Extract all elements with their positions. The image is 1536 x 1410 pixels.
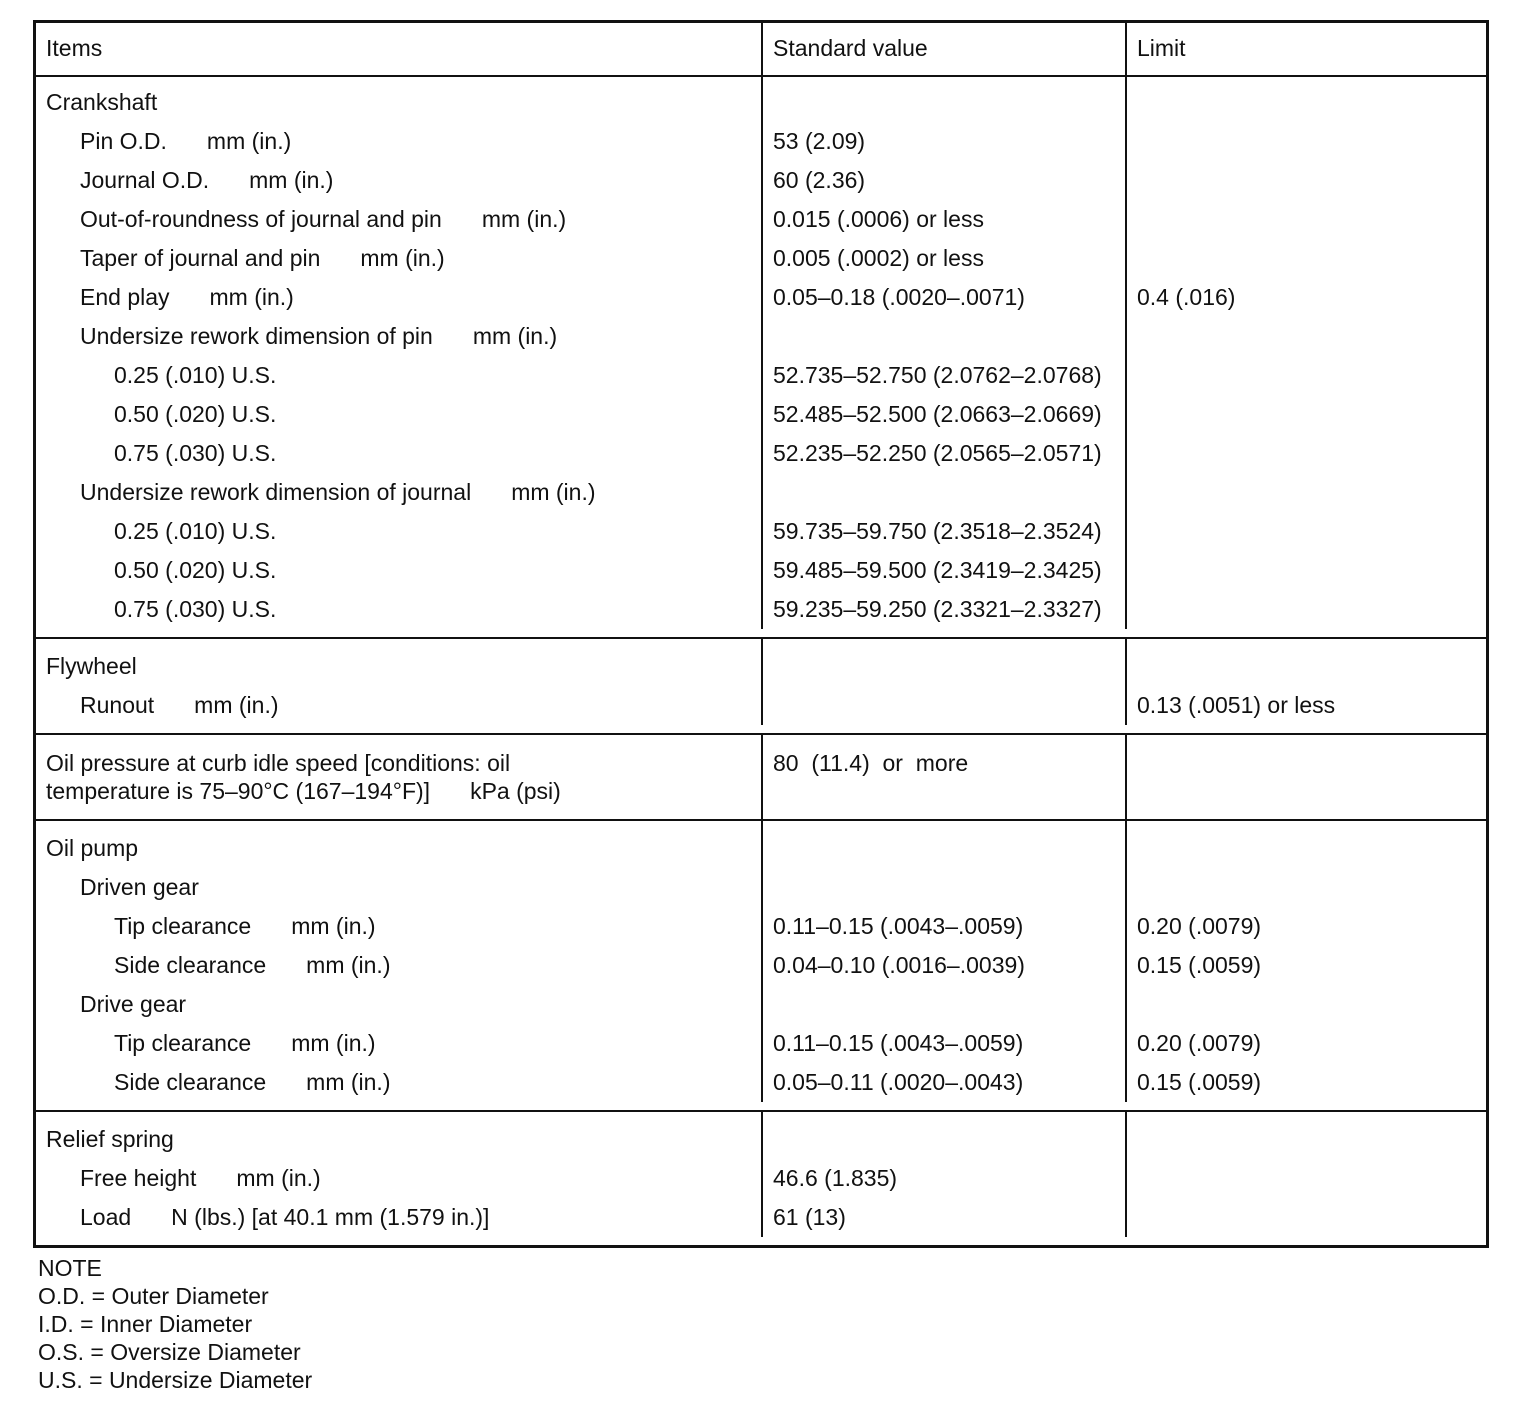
oil-pump-title: Oil pump [46,835,139,861]
undersize-journal-row: 0.50 (.020) U.S. [114,557,277,583]
crankshaft-items [36,77,763,629]
drive-side-standard: 0.05–0.11 (.0020–.0043) [773,1069,1024,1095]
table-row [46,1159,761,1198]
relief-spring-group [36,1112,1486,1245]
oil-pump-group [36,821,1486,1112]
undersize-journal-row: 0.75 (.030) U.S. [114,596,277,622]
note-line: U.S. = Undersize Diameter [38,1367,313,1393]
journal-od-standard: 60 (2.36) [773,167,866,193]
drive-side-label: Side clearance [114,1069,267,1095]
runout-limit: 0.13 (.0051) or less [1137,692,1336,718]
table-row [46,777,761,805]
unit-label: mm (in.) [481,206,567,232]
driven-tip-limit: 0.20 (.0079) [1137,913,1262,939]
pin-od-standard: 53 (2.09) [773,128,866,154]
journal-od-label: Journal O.D. [80,167,210,193]
note-line: O.D. = Outer Diameter [38,1283,269,1309]
drive-gear-title: Drive gear [80,991,187,1017]
driven-side-label: Side clearance [114,952,267,978]
note-title: NOTE [38,1255,102,1281]
table-row [46,1198,761,1237]
crankshaft-limit [1127,77,1486,629]
undersize-journal-standard: 59.735–59.750 (2.3518–2.3524) [773,518,1102,544]
free-height-standard: 46.6 (1.835) [773,1165,898,1191]
table-row [46,473,761,512]
undersize-pin-label: Undersize rework dimension of pin [80,323,433,349]
header-items: Items [36,23,763,75]
unit-label: mm (in.) [360,245,445,271]
table-row [46,278,761,317]
load-standard: 61 (13) [773,1204,846,1230]
driven-tip-standard: 0.11–0.15 (.0043–.0059) [773,913,1024,939]
free-height-label: Free height [80,1165,197,1191]
undersize-journal-standard: 59.485–59.500 (2.3419–2.3425) [773,557,1102,583]
table-row [46,907,761,946]
out-of-roundness-standard: 0.015 (.0006) or less [773,206,984,232]
undersize-journal-label: Undersize rework dimension of journal [80,479,472,505]
table-row [46,239,761,278]
header-standard-value: Standard value [763,23,1127,75]
out-of-roundness-label: Out-of-roundness of journal and pin [80,206,442,232]
driven-side-standard: 0.04–0.10 (.0016–.0039) [773,952,1025,978]
table-row [46,317,761,356]
runout-label: Runout [80,692,155,718]
taper-label: Taper of journal and pin [80,245,321,271]
oil-pump-items [36,821,763,1102]
oil-pressure-items [36,735,763,819]
taper-standard: 0.005 (.0002) or less [773,245,984,271]
flywheel-group [36,639,1486,735]
oil-pump-limit [1127,821,1486,1102]
note-line: I.D. = Inner Diameter [38,1311,253,1337]
table-row [46,1063,761,1102]
load-label: Load [80,1204,132,1230]
relief-spring-title: Relief spring [46,1126,174,1152]
table-row [46,161,761,200]
table-row [46,122,761,161]
unit-label: kPa (psi) [470,778,561,804]
relief-spring-limit [1127,1112,1486,1237]
table-header-row [36,23,1486,77]
end-play-limit: 0.4 (.016) [1137,284,1236,310]
oil-pressure-group [36,735,1486,821]
table-row [46,200,761,239]
relief-spring-standard [763,1112,1127,1237]
unit-label: N (lbs.) [at 40.1 mm (1.579 in.)] [171,1204,490,1230]
oil-pressure-label-line1: Oil pressure at curb idle speed [conditions: oil [46,750,511,776]
undersize-journal-standard: 59.235–59.250 (2.3321–2.3327) [773,596,1102,622]
pin-od-label: Pin O.D. [80,128,167,154]
drive-tip-standard: 0.11–0.15 (.0043–.0059) [773,1030,1024,1056]
driven-tip-label: Tip clearance [114,913,252,939]
undersize-pin-row: 0.50 (.020) U.S. [114,401,277,427]
unit-label: mm (in.) [306,1069,391,1095]
drive-tip-limit: 0.20 (.0079) [1137,1030,1262,1056]
unit-label: mm (in.) [206,128,292,154]
unit-label: mm (in.) [209,284,294,310]
undersize-journal-row: 0.25 (.010) U.S. [114,518,277,544]
unit-label: mm (in.) [194,692,279,718]
table-row [46,686,761,725]
undersize-pin-row: 0.75 (.030) U.S. [114,440,277,466]
table-row [46,1024,761,1063]
unit-label: mm (in.) [236,1165,321,1191]
end-play-label: End play [80,284,170,310]
table-row [46,946,761,985]
undersize-pin-standard: 52.485–52.500 (2.0663–2.0669) [773,401,1102,427]
undersize-pin-row: 0.25 (.010) U.S. [114,362,277,388]
flywheel-standard [763,639,1127,725]
spec-table [33,20,1489,1248]
oil-pump-standard [763,821,1127,1102]
crankshaft-standard [763,77,1127,629]
crankshaft-title: Crankshaft [46,89,158,115]
drive-side-limit: 0.15 (.0059) [1137,1069,1262,1095]
oil-pressure-standard: 80 (11.4) or more [773,750,969,776]
header-limit: Limit [1137,35,1186,61]
note-line: O.S. = Oversize Diameter [38,1339,301,1365]
driven-gear-title: Driven gear [80,874,199,900]
undersize-pin-standard: 52.235–52.250 (2.0565–2.0571) [773,440,1102,466]
unit-label: mm (in.) [511,479,596,505]
unit-label: mm (in.) [306,952,391,978]
flywheel-title: Flywheel [46,653,137,679]
unit-label: mm (in.) [472,323,558,349]
oil-pressure-standard-cell [763,735,1127,819]
relief-spring-items [36,1112,763,1237]
driven-side-limit: 0.15 (.0059) [1137,952,1262,978]
flywheel-limit [1127,639,1486,725]
unit-label: mm (in.) [291,1030,376,1056]
end-play-standard: 0.05–0.18 (.0020–.0071) [773,284,1025,310]
unit-label: mm (in.) [291,913,376,939]
oil-pressure-label-line2: temperature is 75–90°C (167–194°F)] [46,778,431,804]
crankshaft-group [36,77,1486,639]
flywheel-items [36,639,763,725]
undersize-pin-standard: 52.735–52.750 (2.0762–2.0768) [773,362,1102,388]
oil-pressure-limit [1127,735,1486,819]
note-block [38,1254,312,1394]
drive-tip-label: Tip clearance [114,1030,252,1056]
unit-label: mm (in.) [249,167,334,193]
